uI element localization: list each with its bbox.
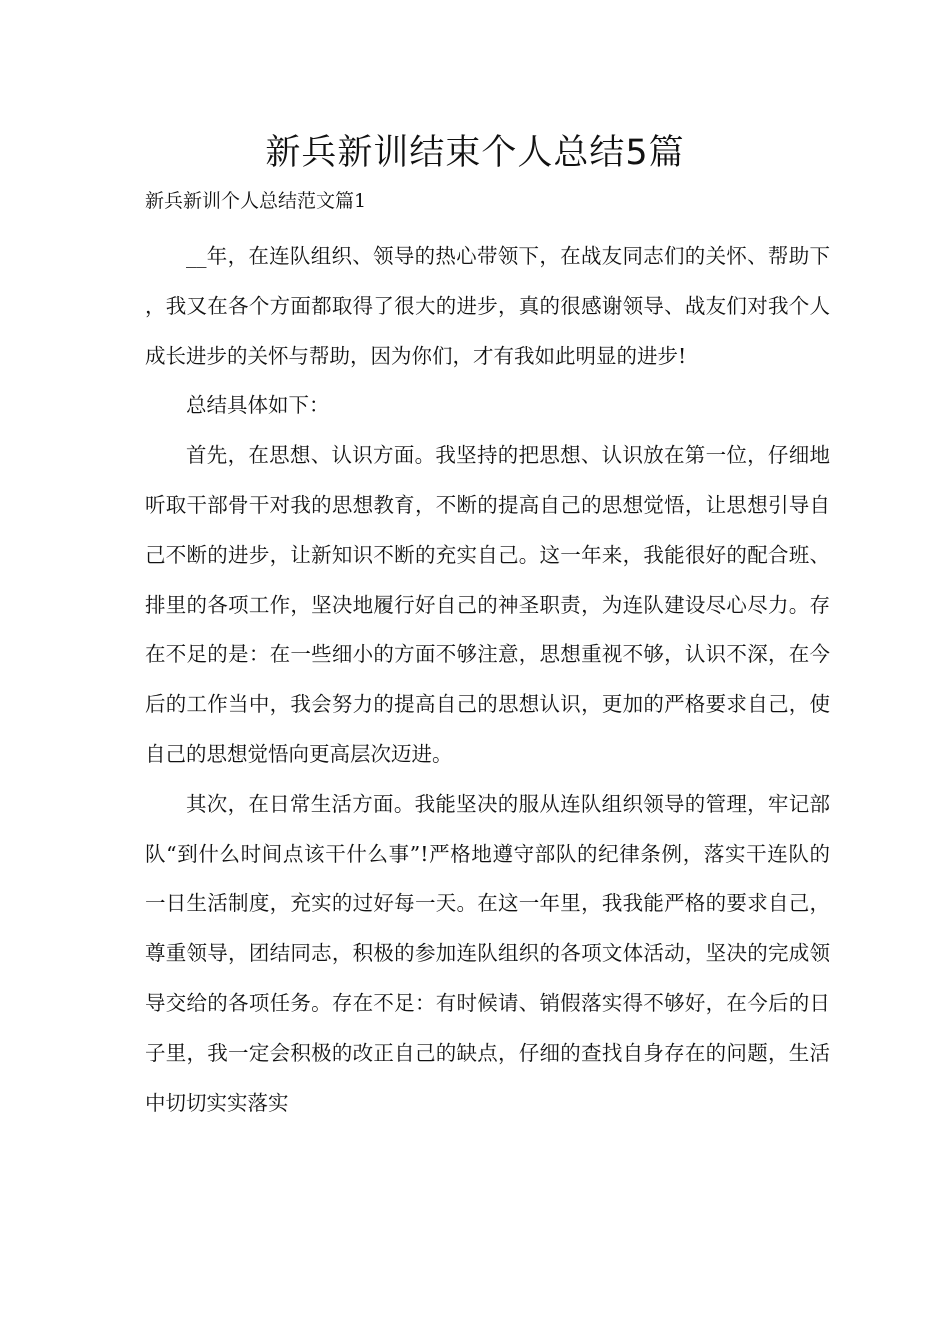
- paragraph-thought: 首先，在思想、认识方面。我坚持的把思想、认识放在第一位，仔细地听取干部骨干对我的思想教育，不断的提高自己的思想觉悟，让思想引导自己不断的进步，让新知识不断的充实自己。这一年来，我能很好的配合班、排里的各项工作，坚决地履行好自己的神圣职责，为连队建设尽心尽力。存在不足的是：在一些细小的方面不够注意，思想重视不够，认识不深，在今后的工作当中，我会努力的提高自己的思想认识，更加的严格要求自己，使自己的思想觉悟向更高层次迈进。: [145, 443, 830, 766]
- paragraph-intro: __年，在连队组织、领导的热心带领下，在战友同志们的关怀、帮助下，我又在各个方面都取得了很大的进步，真的很感谢领导、战友们对我个人成长进步的关怀与帮助，因为你们，才有我如此明显的进步!: [145, 244, 830, 368]
- paragraph-daily-life: 其次，在日常生活方面。我能坚决的服从连队组织领导的管理，牢记部队“到什么时间点该干什么事”!严格地遵守部队的纪律条例，落实干连队的一日生活制度，充实的过好每一天。在这一年里，我我能严格的要求自己，尊重领导，团结同志，积极的参加连队组织的各项文体活动，坚决的完成领导交给的各项任务。存在不足：有时候请、销假落实得不够好，在今后的日子里，我一定会积极的改正自己的缺点，仔细的查找自身存在的问题，生活中切切实实落实: [145, 791, 830, 1115]
- paragraph-summary-heading: 总结具体如下：: [186, 393, 330, 418]
- document-body: [145, 232, 830, 1128]
- section-subtitle: 新兵新训个人总结范文篇1: [145, 190, 367, 212]
- document-title: 新兵新训结束个人总结5篇: [265, 133, 685, 173]
